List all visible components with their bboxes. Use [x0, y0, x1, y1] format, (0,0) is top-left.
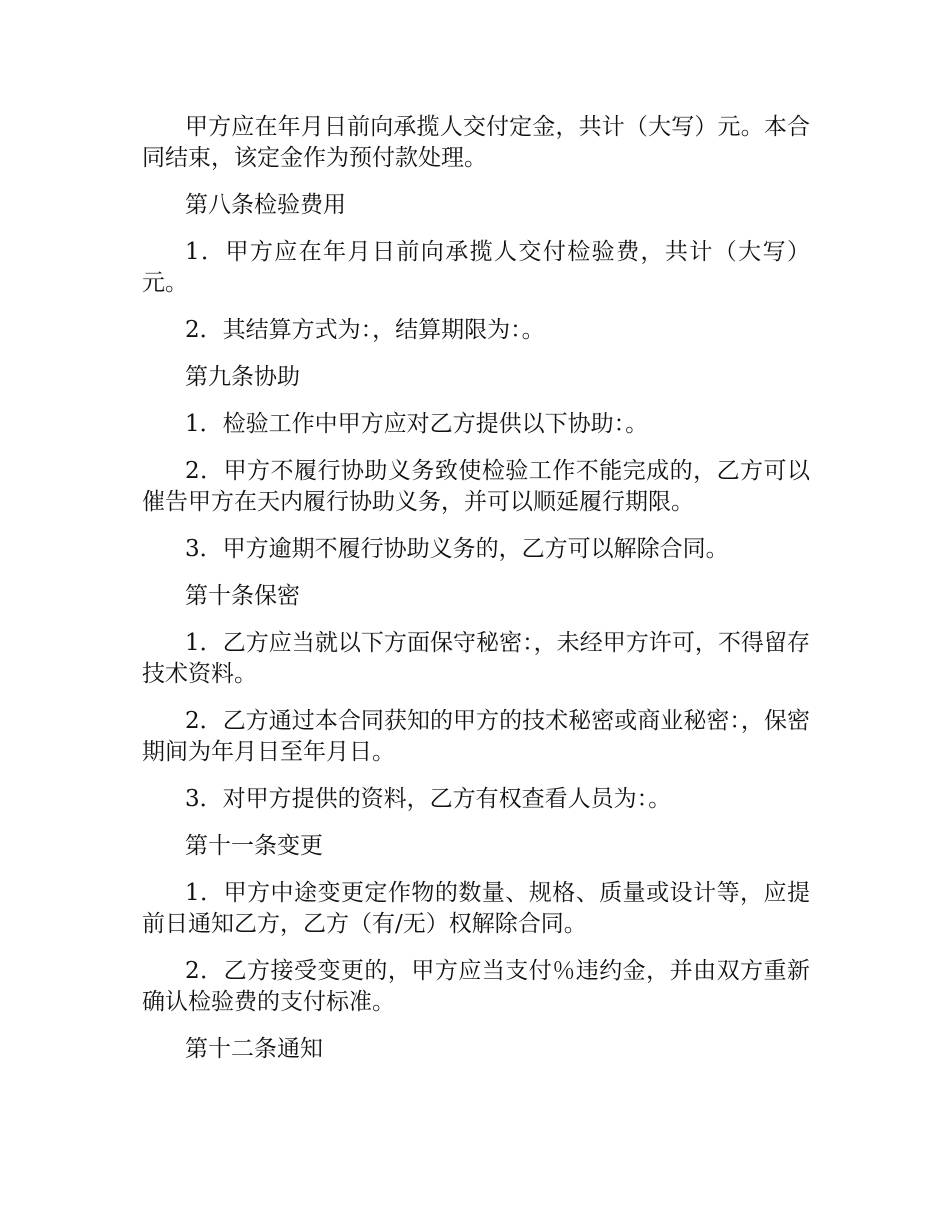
article-9-clause-2: 2．甲方不履行协助义务致使检验工作不能完成的，乙方可以催告甲方在天内履行协助义务，并可以顺延履行期限。: [142, 458, 810, 515]
article-9-clause-3: 3．甲方逾期不履行协助义务的，乙方可以解除合同。: [185, 536, 729, 562]
article-10-heading: 第十条保密: [185, 583, 300, 609]
deposit-paragraph: 甲方应在年月日前向承揽人交付定金，共计（大写）元。本合同结束，该定金作为预付款处理。: [142, 114, 810, 171]
article-8-heading: 第八条检验费用: [185, 192, 346, 218]
article-11-clause-2: 2．乙方接受变更的，甲方应当支付％违约金，并由双方重新确认检验费的支付标准。: [142, 958, 810, 1015]
article-9-heading: 第九条协助: [185, 364, 300, 390]
document-page: [142, 112, 810, 1081]
article-11-clause-1: 1．甲方中途变更定作物的数量、规格、质量或设计等，应提前日通知乙方，乙方（有/无）权解除合同。: [142, 880, 810, 937]
article-10-clause-3: 3．对甲方提供的资料，乙方有权查看人员为：。: [185, 786, 672, 812]
article-10-clause-1: 1．乙方应当就以下方面保守秘密：，未经甲方许可，不得留存技术资料。: [142, 630, 810, 687]
article-8-clause-1: 1．甲方应在年月日前向承揽人交付检验费，共计（大写）元。: [142, 239, 810, 296]
article-8-clause-2: 2．其结算方式为：，结算期限为：。: [185, 317, 545, 343]
article-11-heading: 第十一条变更: [185, 833, 323, 859]
article-12-heading: 第十二条通知: [185, 1036, 323, 1062]
article-9-clause-1: 1．检验工作中甲方应对乙方提供以下协助：。: [185, 411, 649, 437]
article-10-clause-2: 2．乙方通过本合同获知的甲方的技术秘密或商业秘密：，保密期间为年月日至年月日。: [142, 708, 810, 765]
